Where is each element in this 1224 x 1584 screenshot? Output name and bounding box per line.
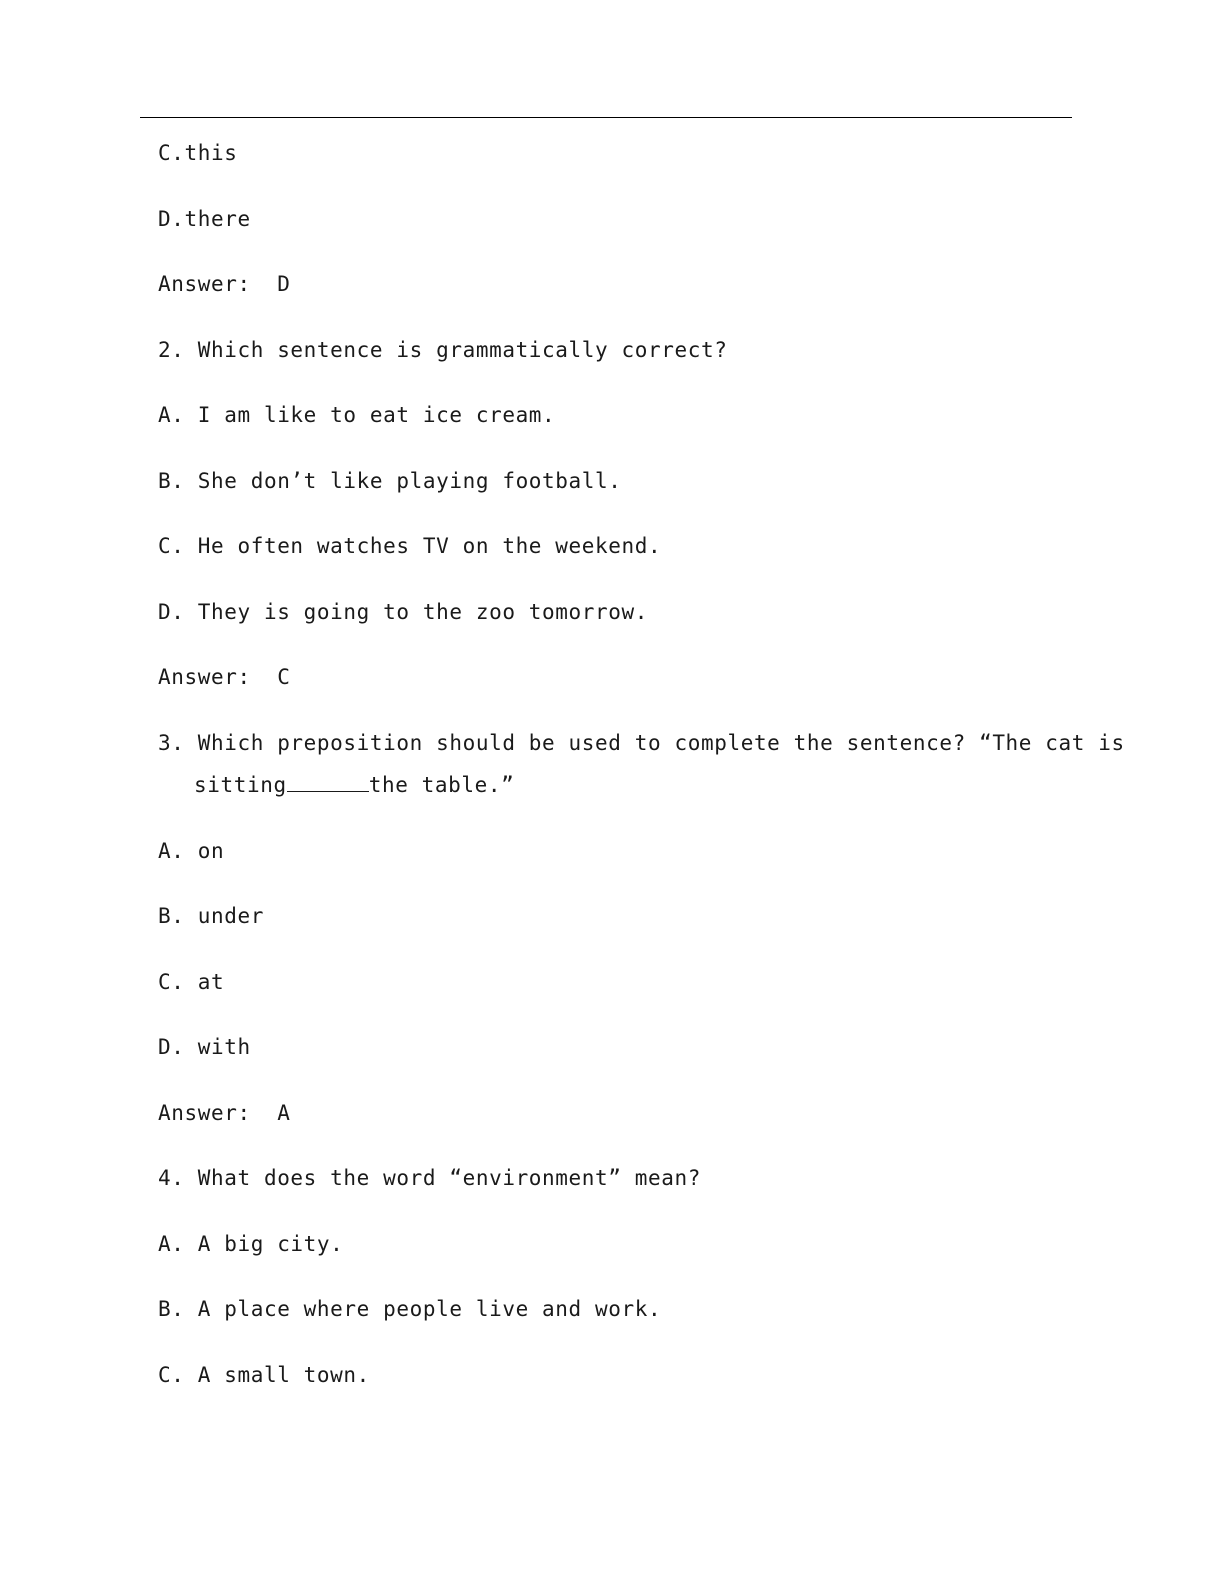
- option-d-q1: D.there: [158, 207, 251, 231]
- q3-text-after-blank: the table.”: [368, 773, 515, 797]
- option-c-q4: C. A small town.: [158, 1363, 370, 1387]
- option-d-q3: D. with: [158, 1035, 251, 1059]
- question-3-continuation: [194, 771, 514, 799]
- answer-q2: Answer: C: [158, 665, 291, 689]
- option-b-q4: B. A place where people live and work.: [158, 1297, 662, 1321]
- fill-in-blank: [287, 771, 369, 792]
- option-a-q2: A. I am like to eat ice cream.: [158, 403, 556, 427]
- question-2: 2. Which sentence is grammatically correct?: [158, 338, 728, 362]
- question-4: 4. What does the word “environment” mean?: [158, 1166, 701, 1190]
- header-rule: [140, 117, 1072, 118]
- answer-q3: Answer: A: [158, 1101, 291, 1125]
- question-3: 3. Which preposition should be used to complete the sentence? “The cat is: [158, 731, 1125, 755]
- option-c-q1: C.this: [158, 141, 238, 165]
- option-d-q2: D. They is going to the zoo tomorrow.: [158, 600, 648, 624]
- option-a-q3: A. on: [158, 839, 225, 863]
- answer-q1: Answer: D: [158, 272, 291, 296]
- option-b-q2: B. She don’t like playing football.: [158, 469, 622, 493]
- q3-text-before-blank: sitting: [194, 773, 287, 797]
- option-b-q3: B. under: [158, 904, 264, 928]
- option-c-q2: C. He often watches TV on the weekend.: [158, 534, 662, 558]
- option-a-q4: A. A big city.: [158, 1232, 344, 1256]
- option-c-q3: C. at: [158, 970, 225, 994]
